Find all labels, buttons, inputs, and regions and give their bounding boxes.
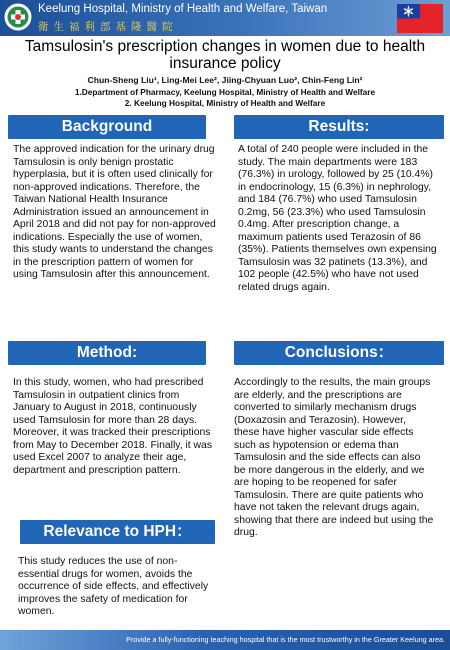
header-banner <box>0 0 450 36</box>
poster-title: Tamsulosin's prescription changes in women due to health insurance policy <box>24 38 426 72</box>
method-text: In this study, women, who had prescribed Tamsulosin in outpatient clinics from January to August in 2018, continuously used Tamsulosin for more than 28 days. Moreover, it was tracked their prescriptions from May to December 2018. Finally, it was used Excel 2007 to analyze their age, department and prescription pattern. <box>13 377 213 476</box>
poster-authors: Chun-Sheng Liu¹, Ling-Mei Lee², Jiing-Chyuan Luo², Chin-Feng Lin² <box>87 75 363 85</box>
method-heading: Method: <box>8 341 206 365</box>
taiwan-flag-icon <box>397 4 443 33</box>
hospital-name-zh: 衛生福利部基隆醫院 <box>38 21 178 33</box>
hospital-name-en: Keelung Hospital, Ministry of Health and Welfare, Taiwan <box>38 3 328 15</box>
conclusions-heading: Conclusions： <box>234 341 444 365</box>
results-text: A total of 240 people were included in the study. The main departments were 183 (76.3%) in urology, followed by 25 (10.4%) in endocrinology, 15 (6.3%) in nephrology, and 184 (76.7%) who used Tamsulosin 0.2mg, 56 (23.3%) who used Tamsulosin 0.4mg. After prescription change, a maximum patients used Terazosin of 86 (35%). Patients themselves own expensing Tamsulosin was 32 patinets (13.3%), and 102 people (42.5%) who have not used related drugs again. <box>238 144 437 293</box>
background-heading: Background <box>8 115 206 139</box>
footer-banner <box>0 630 450 650</box>
results-heading: Results: <box>234 115 444 139</box>
affiliation-2: 2. Keelung Hospital, Ministry of Health and Welfare <box>124 98 326 108</box>
background-text: The approved indication for the urinary drug Tamsulosin is only benign prostatic hyperplasia, but it is often used clinically for non-approved indications. Therefore, the Taiwan National Health Insurance Administration issued an announcement in April 2018 and did not pay for non-approved indications. Especially the use of women, this study wants to understand the changes in the prescription pattern of women for using Tamsulosin after this announcement. <box>13 144 216 280</box>
affiliation-1: 1.Department of Pharmacy, Keelung Hospital, Ministry of Health and Welfare <box>74 87 376 97</box>
conclusions-text: Accordingly to the results, the main groups are elderly, and the prescriptions are converted to similarly mechanism drugs (Doxazosin and Terazosin). However, these have higher vascular side effects such as hypotension or edema than Tamsulosin and the side effects can also be more dangerous in the elderly, and we are hoping to be reopened for safer Tamsulosin. There are quite patients who have not taken the relevant drugs again, showing that there are indeed but using the drug. <box>234 377 434 538</box>
relevance-text: This study reduces the use of non-essential drugs for women, avoids the occurrence of side effects, and effectively improves the safety of medication for women. <box>18 556 209 617</box>
hospital-emblem-icon <box>3 2 33 32</box>
footer-tagline: Provide a fully-functioning teaching hospital that is the most trustworthy in the Greater Keelung area. <box>126 635 445 644</box>
relevance-heading: Relevance to HPH： <box>20 520 215 544</box>
